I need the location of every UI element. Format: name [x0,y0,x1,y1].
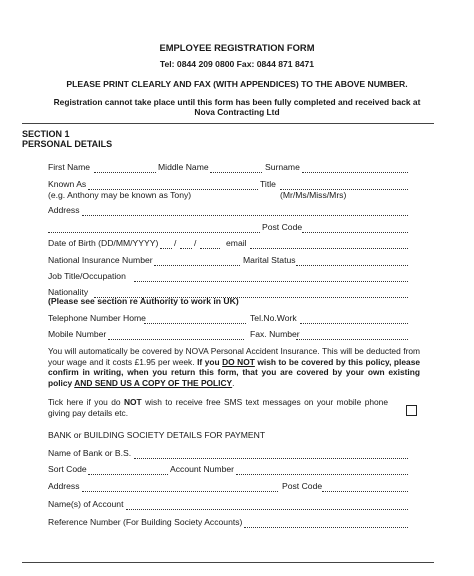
ni-number-field[interactable] [154,265,240,266]
account-number-label: Account Number [170,464,235,474]
registration-notice: Registration cannot take place until this form has been fully completed and received back at [53,97,421,107]
email-field[interactable] [250,248,408,249]
first-name-field[interactable] [94,172,156,173]
first-name-label: First Name [48,162,91,172]
surname-label: Surname [265,162,300,172]
telephone-home-label: Telephone Number Home [48,313,146,323]
reference-number-label: Reference Number (For Building Society Accounts) [48,517,243,527]
nationality-label: Nationality [48,287,89,297]
insurance-text: You will automatically be covered by NOVA Personal Accident Insurance. This will be deducted from your wage and it costs £1.95 per week. [48,346,420,367]
company-name: Nova Contracting Ltd [194,107,280,117]
account-names-label: Name(s) of Account [48,499,124,509]
email-label: email [226,238,247,248]
insurance-do-not: DO NOT [222,356,255,367]
known-as-hint: (e.g. Anthony may be known as Tony) [48,190,192,200]
contact-line: Tel: 0844 209 0800 Fax: 0844 871 8471 [159,59,315,69]
fax-label: Fax. Number [250,329,300,339]
marital-status-field[interactable] [296,265,408,266]
dob-separator-1: / [174,238,177,248]
dob-day-field[interactable] [160,248,172,249]
account-number-field[interactable] [236,474,408,475]
sms-not: NOT [123,397,142,407]
address-label: Address [48,205,80,215]
bank-name-field[interactable] [134,458,408,459]
reference-number-field[interactable] [244,527,408,528]
dob-month-field[interactable] [180,248,192,249]
sort-code-label: Sort Code [48,464,87,474]
post-code-field[interactable] [302,232,408,233]
insurance-if-you: If you [197,356,223,367]
known-as-label: Known As [48,179,87,189]
marital-status-label: Marital Status [243,255,296,265]
dob-year-field[interactable] [200,248,220,249]
job-title-label: Job Title/Occupation [48,271,126,281]
title-label: Title [260,179,276,189]
form-title: EMPLOYEE REGISTRATION FORM [159,42,315,53]
insurance-confirm-text: wish to be covered by this policy, please confirm in writing, when you return this form, that you are covered by your own existing policy [48,356,421,388]
address-field-line-1[interactable] [82,215,408,216]
fax-field[interactable] [296,339,408,340]
sms-text-1: Tick here if you do [48,397,124,407]
middle-name-label: Middle Name [158,162,209,172]
dob-separator-2: / [194,238,197,248]
insurance-paragraph [48,346,420,388]
surname-field[interactable] [302,172,408,173]
print-instruction: PLEASE PRINT CLEARLY AND FAX (WITH APPENDICES) TO THE ABOVE NUMBER. [66,79,408,89]
title-hint: (Mr/Ms/Miss/Mrs) [280,190,347,200]
middle-name-field[interactable] [210,172,262,173]
bank-post-code-field[interactable] [322,491,408,492]
bank-post-code-label: Post Code [282,481,323,491]
sms-paragraph [48,397,388,418]
ni-number-label: National Insurance Number [48,255,153,265]
job-title-field[interactable] [134,281,408,282]
divider-bottom [22,562,434,563]
address-field-line-2[interactable] [48,232,260,233]
insurance-send-copy: AND SEND US A COPY OF THE POLICY [74,377,233,388]
divider-top [22,123,434,124]
bank-address-field[interactable] [82,491,278,492]
section-title: PERSONAL DETAILS [22,139,113,149]
mobile-field[interactable] [108,339,244,340]
bank-address-label: Address [48,481,80,491]
sms-text-2: wish to receive free SMS text messages on your mobile phone giving pay details etc. [48,397,388,418]
post-code-label: Post Code [262,222,303,232]
section-number: SECTION 1 [22,129,70,139]
sort-code-field[interactable] [88,474,168,475]
account-names-field[interactable] [126,509,408,510]
mobile-label: Mobile Number [48,329,107,339]
nationality-note: (Please see section re Authority to work in UK) [48,296,239,306]
tel-work-label: Tel.No.Work [250,313,297,323]
bank-name-label: Name of Bank or B.S. [48,448,132,458]
sms-opt-out-checkbox[interactable] [406,405,417,416]
insurance-period: . [232,377,235,388]
dob-label: Date of Birth (DD/MM/YYYY) [48,238,159,248]
tel-work-field[interactable] [300,323,408,324]
bank-heading: BANK or BUILDING SOCIETY DETAILS FOR PAYMENT [48,430,266,440]
telephone-home-field[interactable] [144,323,246,324]
